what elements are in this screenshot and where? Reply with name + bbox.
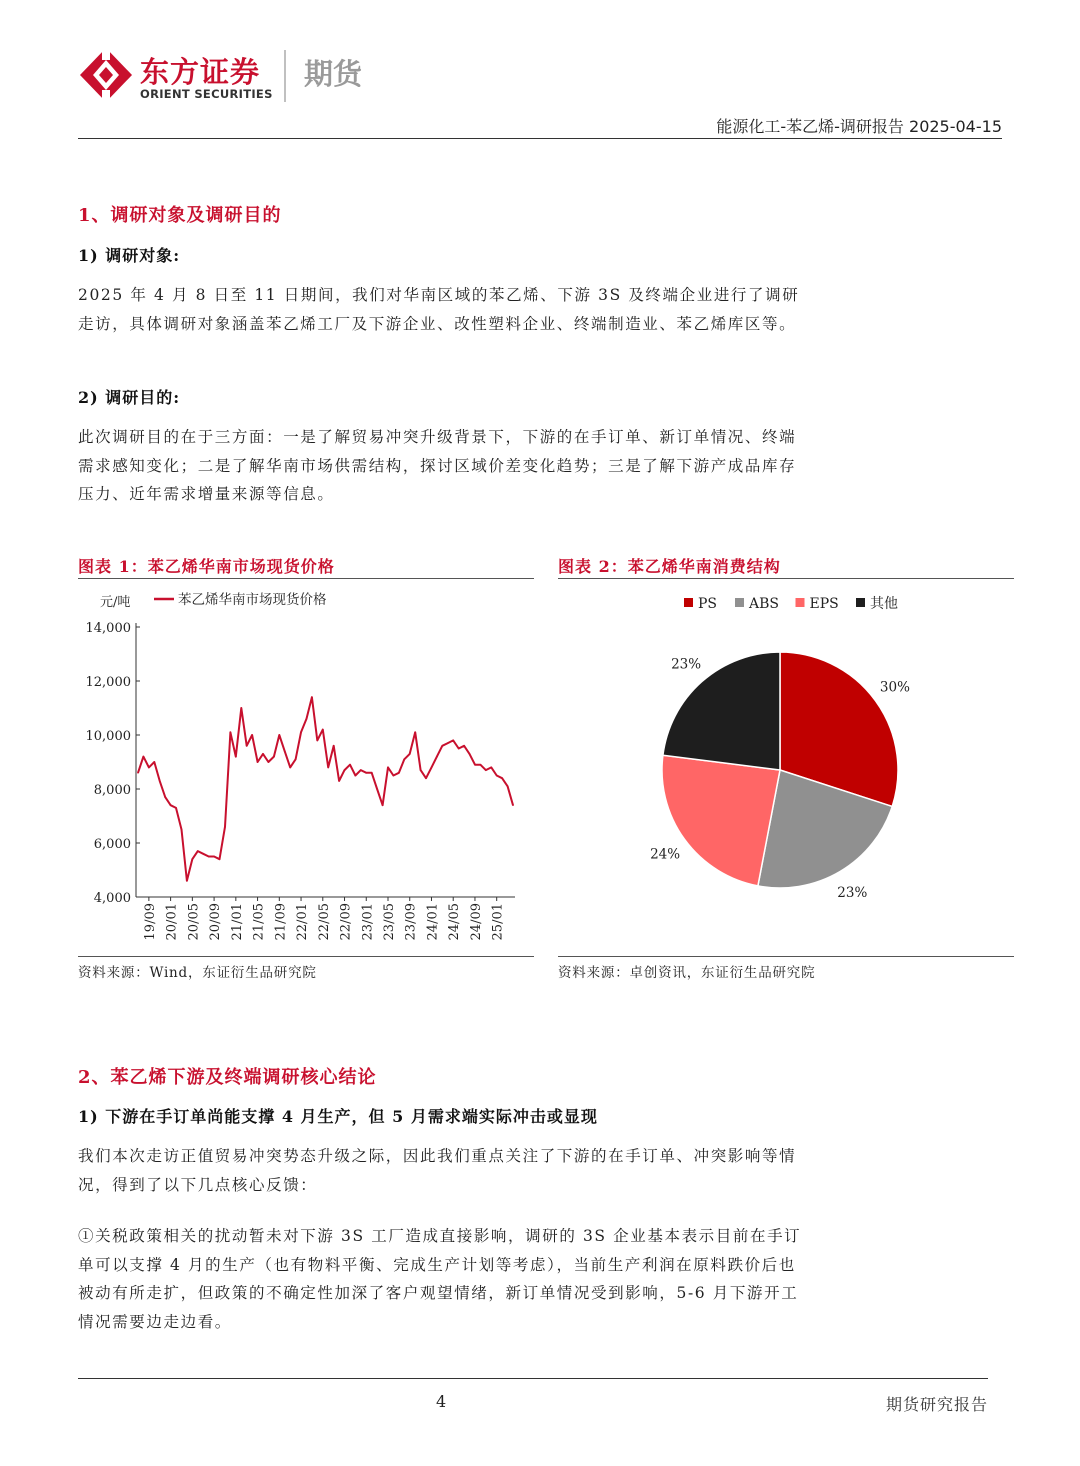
price-data-point	[420, 769, 422, 771]
legend-eps-swatch	[796, 598, 805, 607]
price-data-point	[425, 777, 427, 779]
price-data-point	[338, 780, 340, 782]
price-data-point	[404, 759, 406, 761]
price-data-point	[327, 767, 329, 769]
figure-1-source: 资料来源：Wind，东证衍生品研究院	[78, 965, 317, 981]
x-tick-label: 23/09	[403, 903, 419, 941]
price-data-point	[371, 772, 373, 774]
slice-eps	[662, 755, 780, 886]
price-data-point	[251, 734, 253, 736]
y-tick-label: 12,000	[85, 675, 131, 690]
price-series-line	[138, 697, 513, 881]
price-data-point	[365, 772, 367, 774]
price-data-point	[235, 756, 237, 758]
price-data-point	[485, 769, 487, 771]
x-tick-label: 21/05	[251, 903, 267, 941]
figure-2-source: 资料来源：卓创资讯，东证衍生品研究院	[558, 965, 816, 981]
price-data-point	[414, 732, 416, 734]
x-tick-label: 24/05	[447, 903, 463, 941]
price-data-point	[512, 804, 514, 806]
price-data-point	[387, 767, 389, 769]
x-tick-label: 20/09	[208, 903, 224, 941]
price-data-point	[463, 745, 465, 747]
price-data-point	[398, 772, 400, 774]
price-data-point	[175, 807, 177, 809]
price-data-point	[273, 756, 275, 758]
x-tick-label: 24/09	[468, 903, 484, 941]
price-data-point	[311, 696, 313, 698]
legend-abs-swatch	[735, 598, 744, 607]
y-tick-label: 8,000	[93, 783, 131, 798]
consumption-structure-pie-chart	[558, 582, 1014, 956]
price-data-point	[376, 788, 378, 790]
price-data-point	[159, 780, 161, 782]
price-data-point	[442, 745, 444, 747]
price-data-point	[181, 829, 183, 831]
price-data-point	[240, 707, 242, 709]
x-tick-label: 23/01	[360, 903, 376, 941]
section-2-intro-text: 我们本次走访正值贸易冲突势态升级之际，因此我们重点关注了下游的在手订单、冲突影响等情况，得到了以下几点核心反馈：	[78, 1147, 797, 1194]
price-data-point	[458, 748, 460, 750]
section-1-objects-text: 2025 年 4 月 8 日至 11 日期间，我们对华南区域的苯乙烯、下游 3S 及终端企业进行了调研走访，具体调研对象涵盖苯乙烯工厂及下游企业、改性塑料企业、终端制造业、苯乙烯库区等。	[78, 286, 800, 333]
section-2-subtitle-orders: 1) 下游在手订单尚能支撑 4 月生产，但 5 月需求端实际冲击或显现	[78, 1107, 598, 1126]
price-data-point	[382, 804, 384, 806]
slice-other-label: 23%	[671, 656, 702, 673]
price-data-point	[436, 756, 438, 758]
price-data-point	[154, 761, 156, 763]
header-rule	[78, 138, 1002, 139]
price-data-point	[164, 796, 166, 798]
figure-1-top-rule	[78, 578, 534, 579]
price-data-point	[224, 826, 226, 828]
price-data-point	[349, 764, 351, 766]
x-tick-label: 25/01	[490, 903, 506, 941]
price-data-point	[306, 718, 308, 720]
x-tick-label: 22/09	[338, 903, 354, 941]
price-data-point	[262, 753, 264, 755]
y-tick-label: 6,000	[93, 837, 131, 852]
price-data-point	[447, 742, 449, 744]
y-tick-label: 4,000	[93, 891, 131, 906]
section-1-purpose-text: 此次调研目的在于三方面：一是了解贸易冲突升级背景下，下游的在手订单、新订单情况、终端需求感知变化；二是了解华南市场供需结构，探讨区域价差变化趋势；三是了解下游产成品库存压力、近年需求增量来源等信息。	[78, 428, 797, 503]
price-data-point	[230, 732, 232, 734]
footer-label: 期货研究报告	[885, 1395, 988, 1414]
price-data-point	[143, 756, 145, 758]
price-data-point	[137, 772, 139, 774]
price-data-point	[148, 767, 150, 769]
price-data-point	[469, 753, 471, 755]
slice-ps-label: 30%	[879, 679, 910, 696]
price-data-point	[480, 764, 482, 766]
report-title-line: 能源化工-苯乙烯-调研报告 2025-04-15	[716, 117, 1002, 136]
price-data-point	[507, 786, 509, 788]
price-data-point	[170, 804, 172, 806]
section-2-title: 2、苯乙烯下游及终端调研核心结论	[78, 1067, 377, 1088]
price-data-point	[268, 761, 270, 763]
price-data-point	[474, 764, 476, 766]
x-tick-label: 23/05	[382, 903, 397, 941]
section-2-point-1-text: ①关税政策相关的扰动暂未对下游 3S 工厂造成直接影响，调研的 3S 企业基本表示目前在手订单可以支撑 4 月的生产（也有物料平衡、完成生产计划等考虑），当前生产利润在原料跌价后也被动有所走扩，但政策的不确定性加深了客户观望情绪，新订单情况受到影响，5-6 月下游开工情况需要边走边看。	[78, 1227, 802, 1331]
x-tick-label: 21/01	[229, 903, 245, 941]
price-data-point	[284, 750, 286, 752]
footer-rule	[78, 1378, 988, 1379]
orient-logo-icon	[78, 46, 134, 104]
price-data-point	[279, 734, 281, 736]
price-data-point	[197, 850, 199, 852]
price-data-point	[289, 767, 291, 769]
y-tick-label: 10,000	[85, 729, 131, 744]
price-data-point	[393, 775, 395, 777]
price-data-point	[409, 753, 411, 755]
brand-name-en: ORIENT SECURITIES	[140, 87, 273, 101]
price-data-point	[501, 777, 503, 779]
brand-name-cn: 东方证券	[140, 55, 261, 89]
legend-abs-label: ABS	[749, 596, 779, 612]
legend-other-swatch	[856, 598, 865, 607]
x-tick-label: 20/05	[186, 903, 202, 941]
price-data-point	[333, 745, 335, 747]
price-data-point	[192, 858, 194, 860]
price-data-point	[360, 769, 362, 771]
section-1-title: 1、调研对象及调研目的	[78, 205, 282, 226]
price-data-point	[219, 858, 221, 860]
legend-ps-swatch	[684, 598, 693, 607]
figure-1-bottom-rule	[78, 956, 534, 957]
price-data-point	[431, 767, 433, 769]
x-tick-label: 20/01	[164, 903, 180, 941]
page-number: 4	[436, 1392, 447, 1411]
section-1-subtitle-purpose: 2) 调研目的:	[78, 388, 181, 407]
price-data-point	[317, 740, 319, 742]
price-data-point	[344, 769, 346, 771]
price-data-point	[246, 745, 248, 747]
figure-2-top-rule	[558, 578, 1014, 579]
x-tick-label: 22/05	[316, 903, 332, 941]
price-data-point	[300, 732, 302, 734]
legend-other-label: 其他	[870, 596, 898, 612]
legend-label: 苯乙烯华南市场现货价格	[178, 592, 327, 608]
y-axis-unit-label: 元/吨	[100, 595, 131, 610]
logo-divider	[284, 50, 286, 102]
price-data-point	[208, 856, 210, 858]
price-data-point	[322, 729, 324, 731]
price-data-point	[186, 880, 188, 882]
slice-abs-label: 23%	[837, 885, 868, 902]
x-tick-label: 19/09	[142, 903, 158, 941]
x-tick-label: 24/01	[425, 903, 441, 941]
slice-eps-label: 24%	[650, 846, 681, 863]
section-1-subtitle-objects: 1) 调研对象:	[78, 246, 181, 265]
x-tick-label: 22/01	[295, 903, 311, 941]
figure-1-title: 图表 1：苯乙烯华南市场现货价格	[78, 557, 335, 576]
spot-price-line-chart	[78, 582, 534, 956]
price-data-point	[257, 761, 259, 763]
price-data-point	[452, 740, 454, 742]
price-data-point	[355, 775, 357, 777]
figure-2-title: 图表 2：苯乙烯华南消费结构	[558, 557, 781, 576]
y-tick-label: 14,000	[85, 621, 131, 636]
x-tick-label: 21/09	[273, 903, 289, 941]
legend-eps-label: EPS	[809, 596, 839, 612]
figure-2-bottom-rule	[558, 956, 1014, 957]
price-data-point	[490, 767, 492, 769]
division-label: 期货	[304, 57, 363, 91]
price-data-point	[496, 775, 498, 777]
price-data-point	[295, 759, 297, 761]
legend-ps-label: PS	[698, 596, 718, 612]
price-data-point	[213, 856, 215, 858]
price-data-point	[202, 853, 204, 855]
